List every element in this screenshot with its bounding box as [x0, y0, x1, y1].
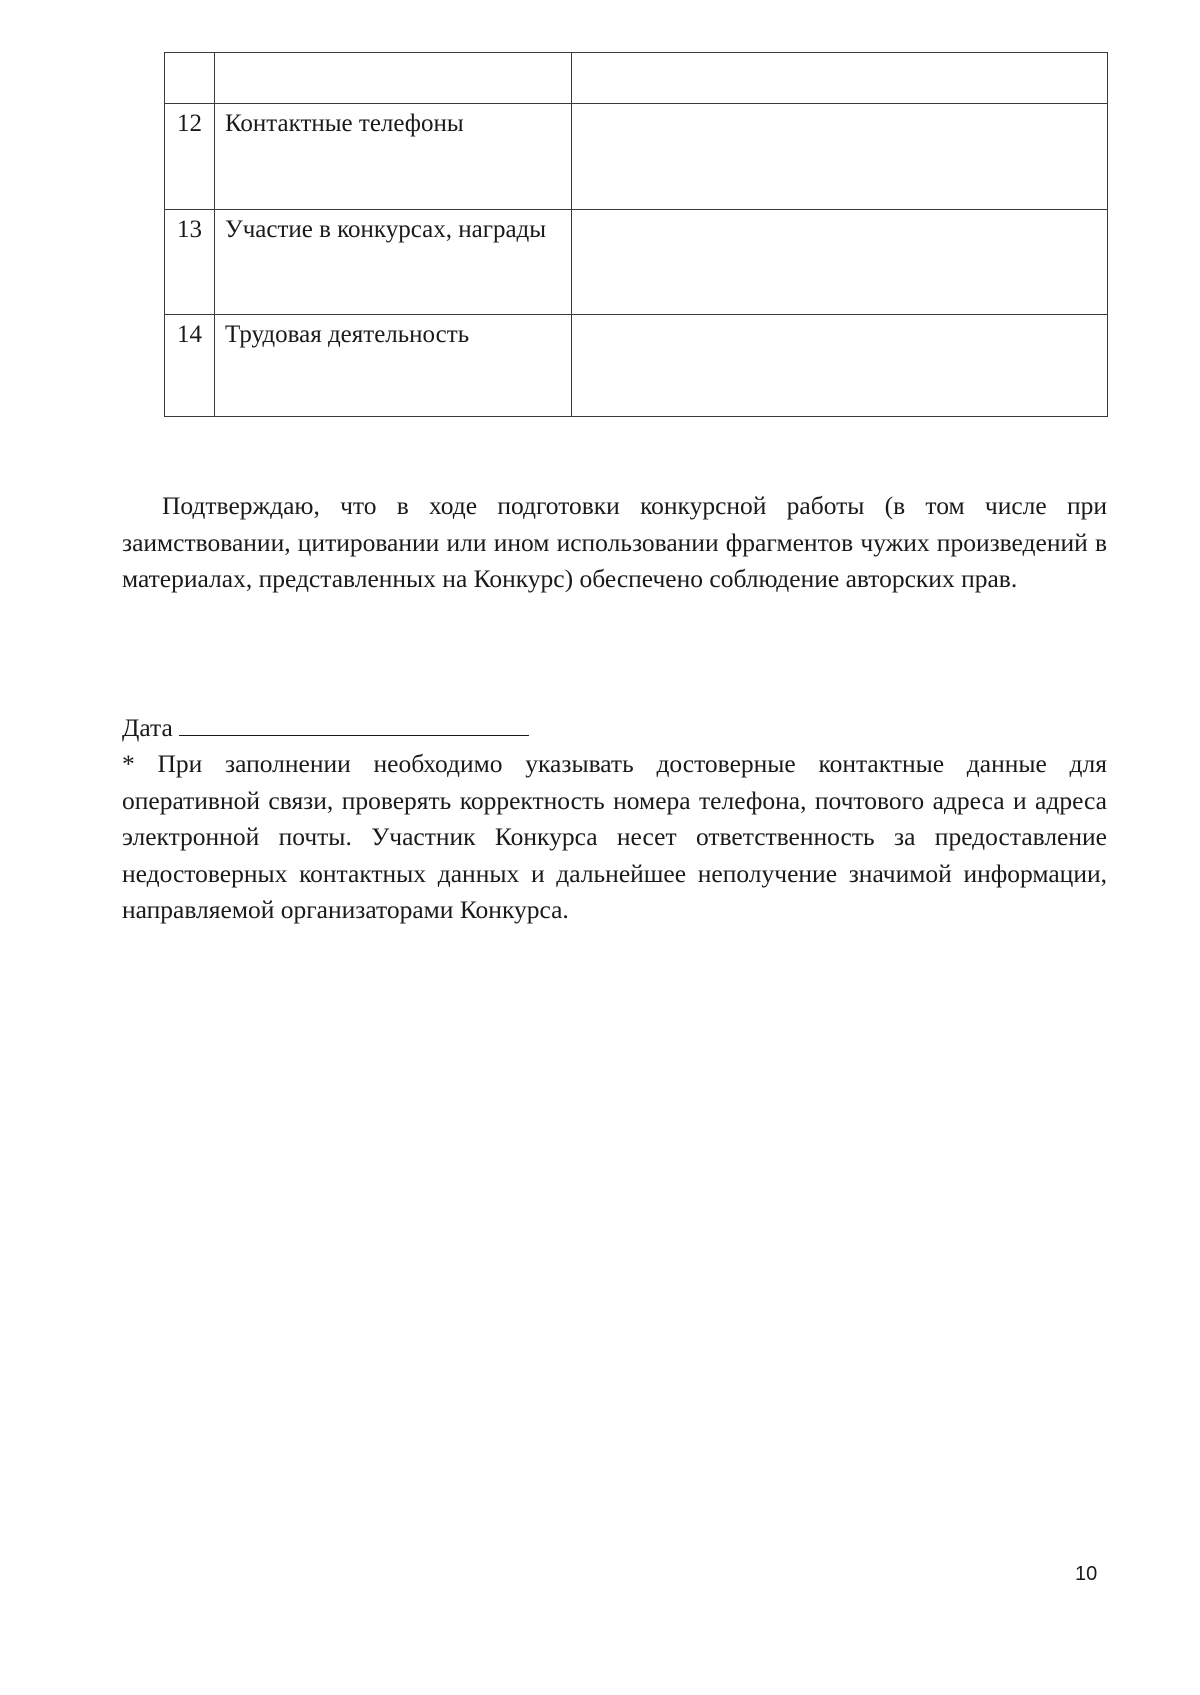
table-row-awards [165, 210, 1108, 315]
date-blank-line [179, 711, 529, 736]
row-number: 12 [165, 104, 215, 210]
table-row-contact-phones [165, 104, 1108, 210]
row-number: 14 [165, 315, 215, 417]
row-label [215, 53, 572, 104]
copyright-confirmation: Подтверждаю, что в ходе подготовки конкурсной работы (в том числе при заимствовании, цитировании или ином использовании фрагментов чужих произведений в материалах, представленных на Конкурс) обеспечено соблюдение авторских прав. [122, 491, 1107, 593]
row-value-cell [572, 315, 1108, 417]
table-row-work-experience [165, 315, 1108, 417]
row-label: Участие в конкурсах, награды [215, 210, 572, 315]
row-label: Трудовая деятельность [215, 315, 572, 417]
page-number: 10 [1075, 1563, 1098, 1585]
row-value-cell [572, 104, 1108, 210]
row-number: 13 [165, 210, 215, 315]
date-label: Дата [122, 713, 173, 742]
row-number [165, 53, 215, 104]
footnote: * При заполнении необходимо указывать достоверные контактные данные для оперативной связи, проверять корректность номера телефона, почтового адреса и адреса электронной почты. Участник Конкурса несет ответственность за предоставление недостоверных контактных данных и дальнейшее неполучение значимой информации, направляемой организаторами Конкурса. [122, 749, 1107, 924]
date-field [122, 710, 529, 746]
table-row [165, 53, 1108, 104]
row-label: Контактные телефоны [215, 104, 572, 210]
participant-form-table [164, 52, 1108, 417]
row-value-cell [572, 210, 1108, 315]
row-value-cell [572, 53, 1108, 104]
